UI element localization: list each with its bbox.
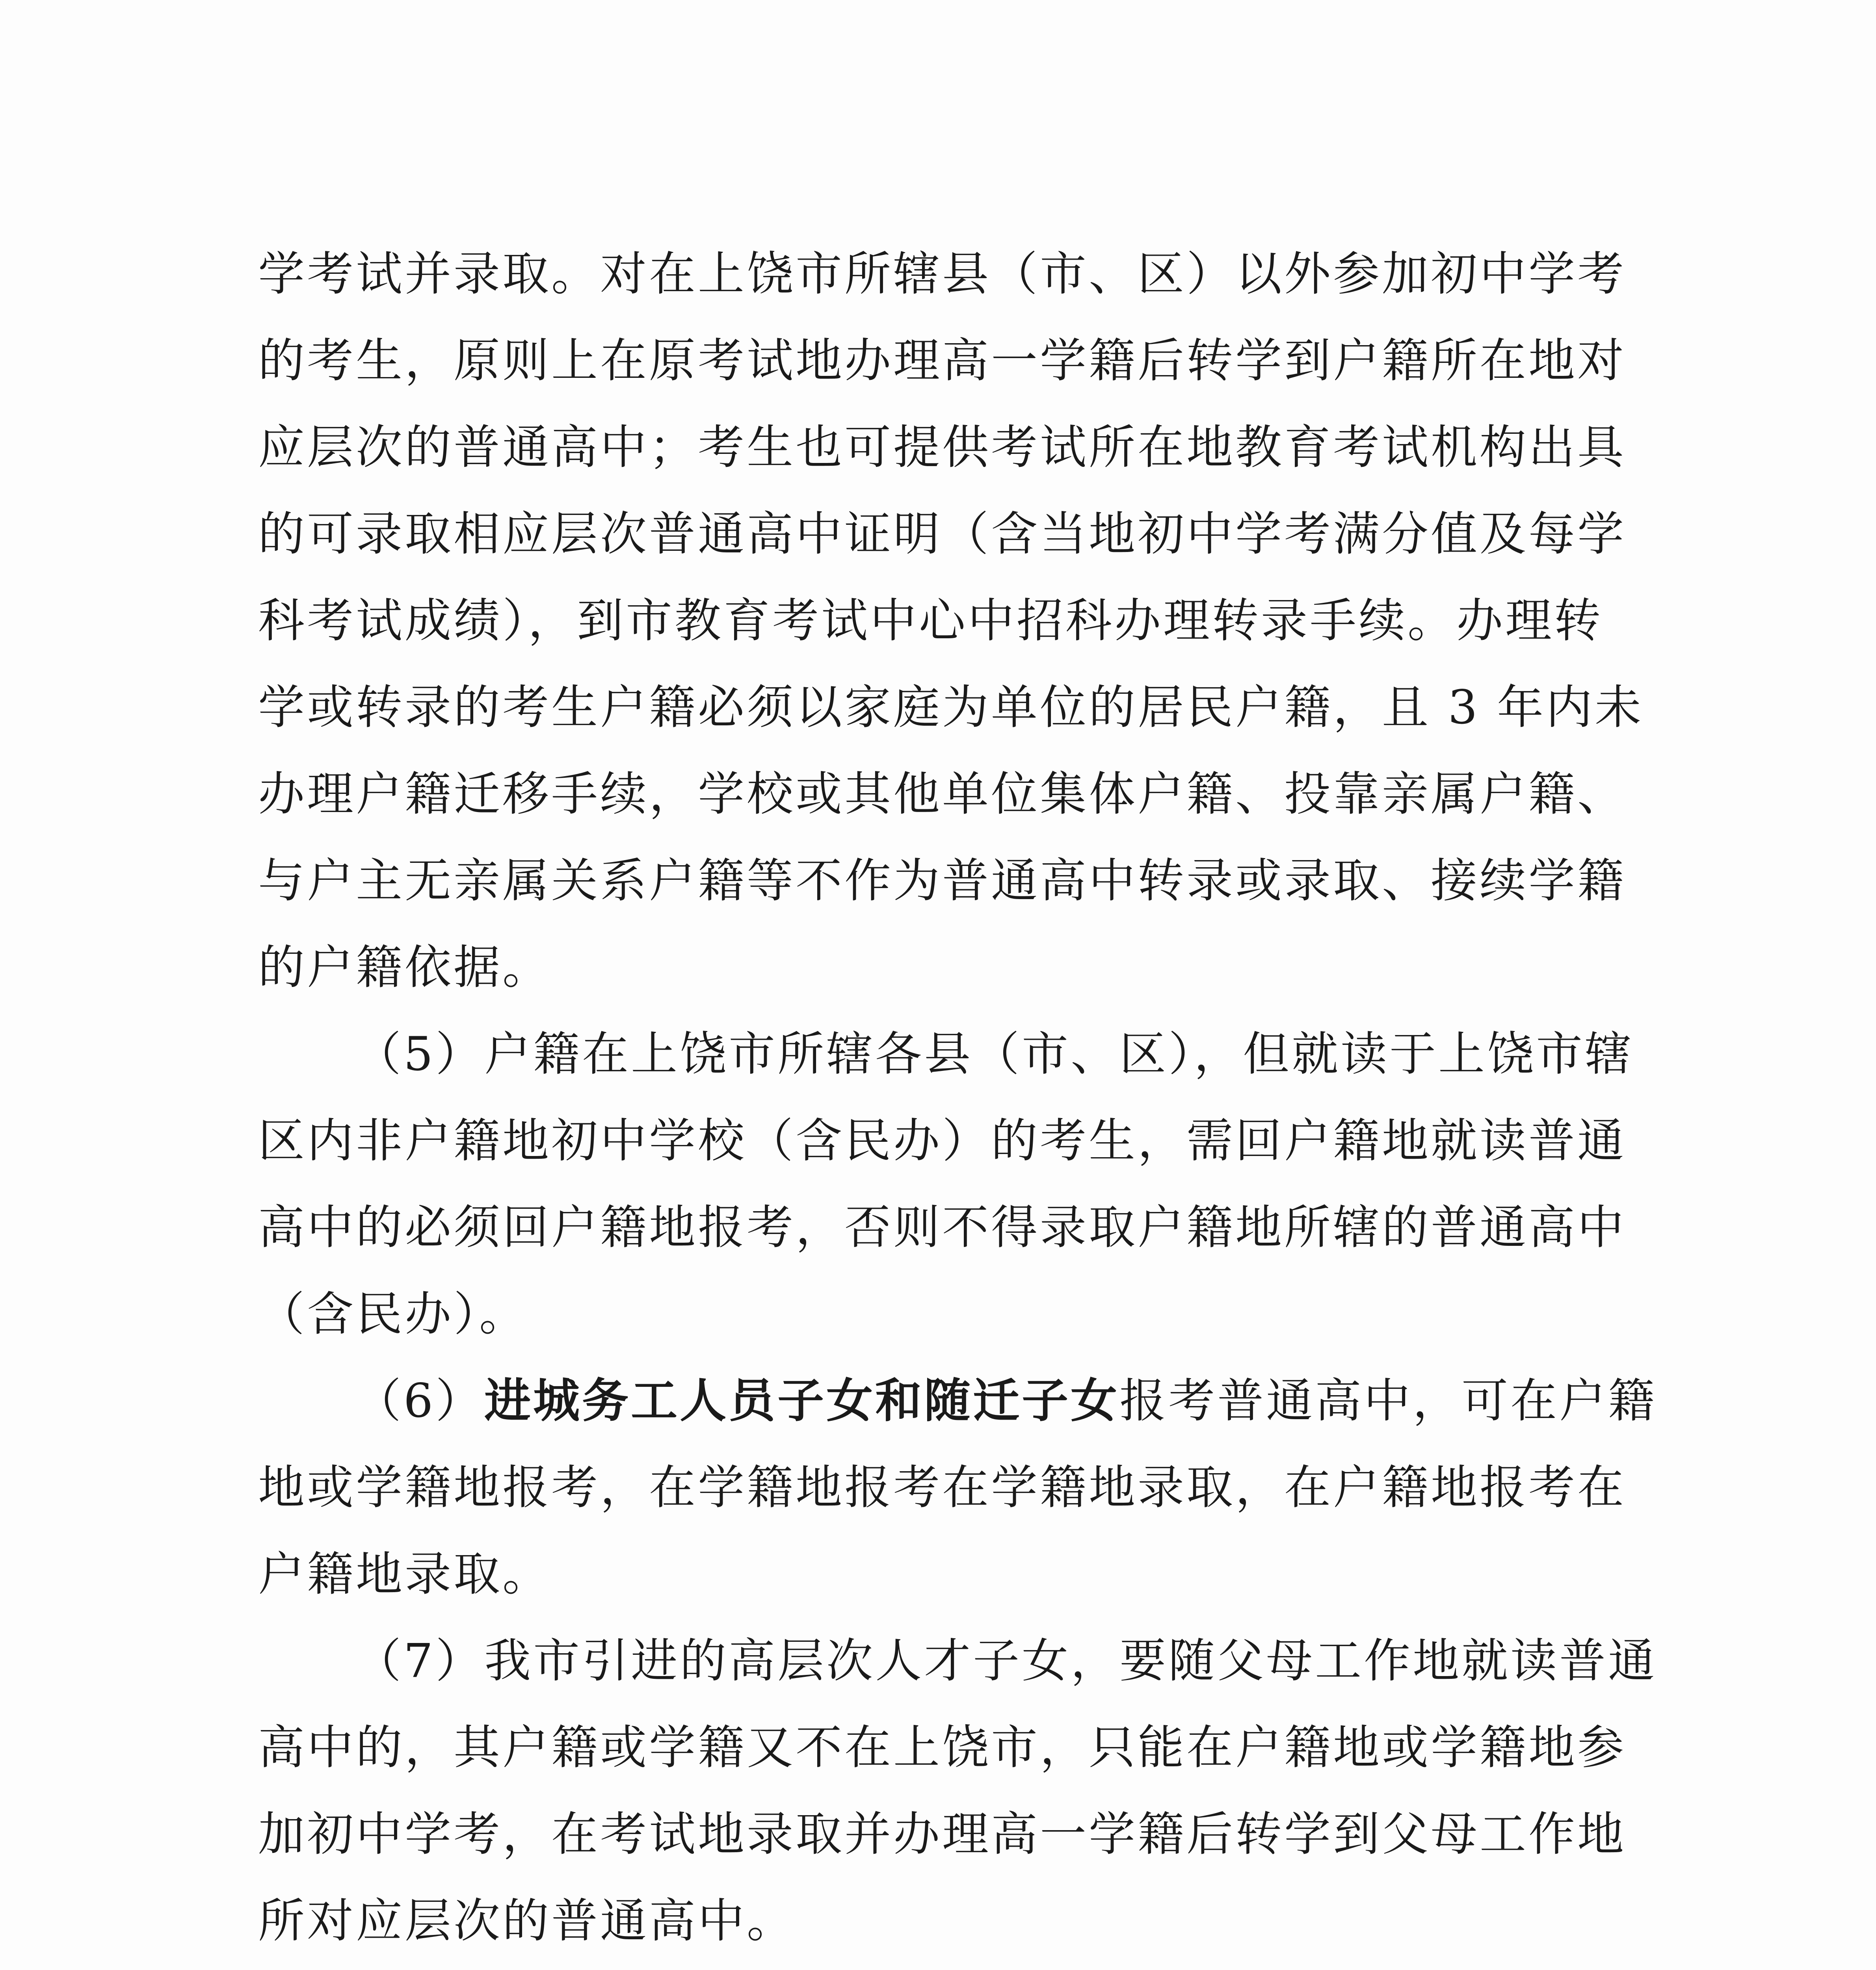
paragraph-line: 与户主无亲属关系户籍等不作为普通高中转录或录取、接续学籍 (258, 853, 1627, 908)
paragraph-line: 应层次的普通高中；考生也可提供考试所在地教育考试机构出具 (258, 420, 1627, 474)
paragraph-line: 的户籍依据。 (258, 940, 552, 994)
paragraph-line: 学或转录的考生户籍必须以家庭为单位的居民户籍，且 3 年内未 (258, 680, 1644, 734)
paragraph-line: 高中的，其户籍或学籍又不在上饶市，只能在户籍地或学籍地参 (258, 1720, 1627, 1775)
paragraph-line: 的考生，原则上在原考试地办理高一学籍后转学到户籍所在地对 (258, 333, 1627, 388)
paragraph-line: 户籍地录取。 (258, 1547, 552, 1601)
paragraph-text: 报考普通高中，可在户籍 (1119, 1373, 1657, 1428)
paragraph-line: （7）我市引进的高层次人才子女，要随父母工作地就读普通 (355, 1634, 1657, 1688)
emphasis-text: 进城务工人员子女和随迁子女 (484, 1373, 1120, 1428)
paragraph-line: 高中的必须回户籍地报考，否则不得录取户籍地所辖的普通高中 (258, 1200, 1627, 1254)
paragraph-line (355, 1371, 1657, 1430)
paragraph-line: 办理户籍迁移手续，学校或其他单位集体户籍、投靠亲属户籍、 (258, 767, 1627, 821)
paragraph-number: （6） (355, 1373, 485, 1428)
paragraph-line: 地或学籍地报考，在学籍地报考在学籍地录取，在户籍地报考在 (258, 1460, 1627, 1515)
paragraph-line: （含民办）。 (258, 1287, 528, 1341)
paragraph-line: 的可录取相应层次普通高中证明（含当地初中学考满分值及每学 (258, 507, 1627, 561)
paragraph-line: 学考试并录取。对在上饶市所辖县（市、区）以外参加初中学考 (258, 247, 1627, 301)
paragraph-line: 区内非户籍地初中学校（含民办）的考生，需回户籍地就读普通 (258, 1113, 1627, 1168)
paragraph-line: 所对应层次的普通高中。 (258, 1894, 796, 1948)
paragraph-line: 科考试成绩），到市教育考试中心中招科办理转录手续。办理转 (258, 593, 1603, 648)
paragraph-line: （5）户籍在上饶市所辖各县（市、区），但就读于上饶市辖 (355, 1027, 1634, 1081)
paragraph-line: 加初中学考，在考试地录取并办理高一学籍后转学到父母工作地 (258, 1807, 1627, 1861)
